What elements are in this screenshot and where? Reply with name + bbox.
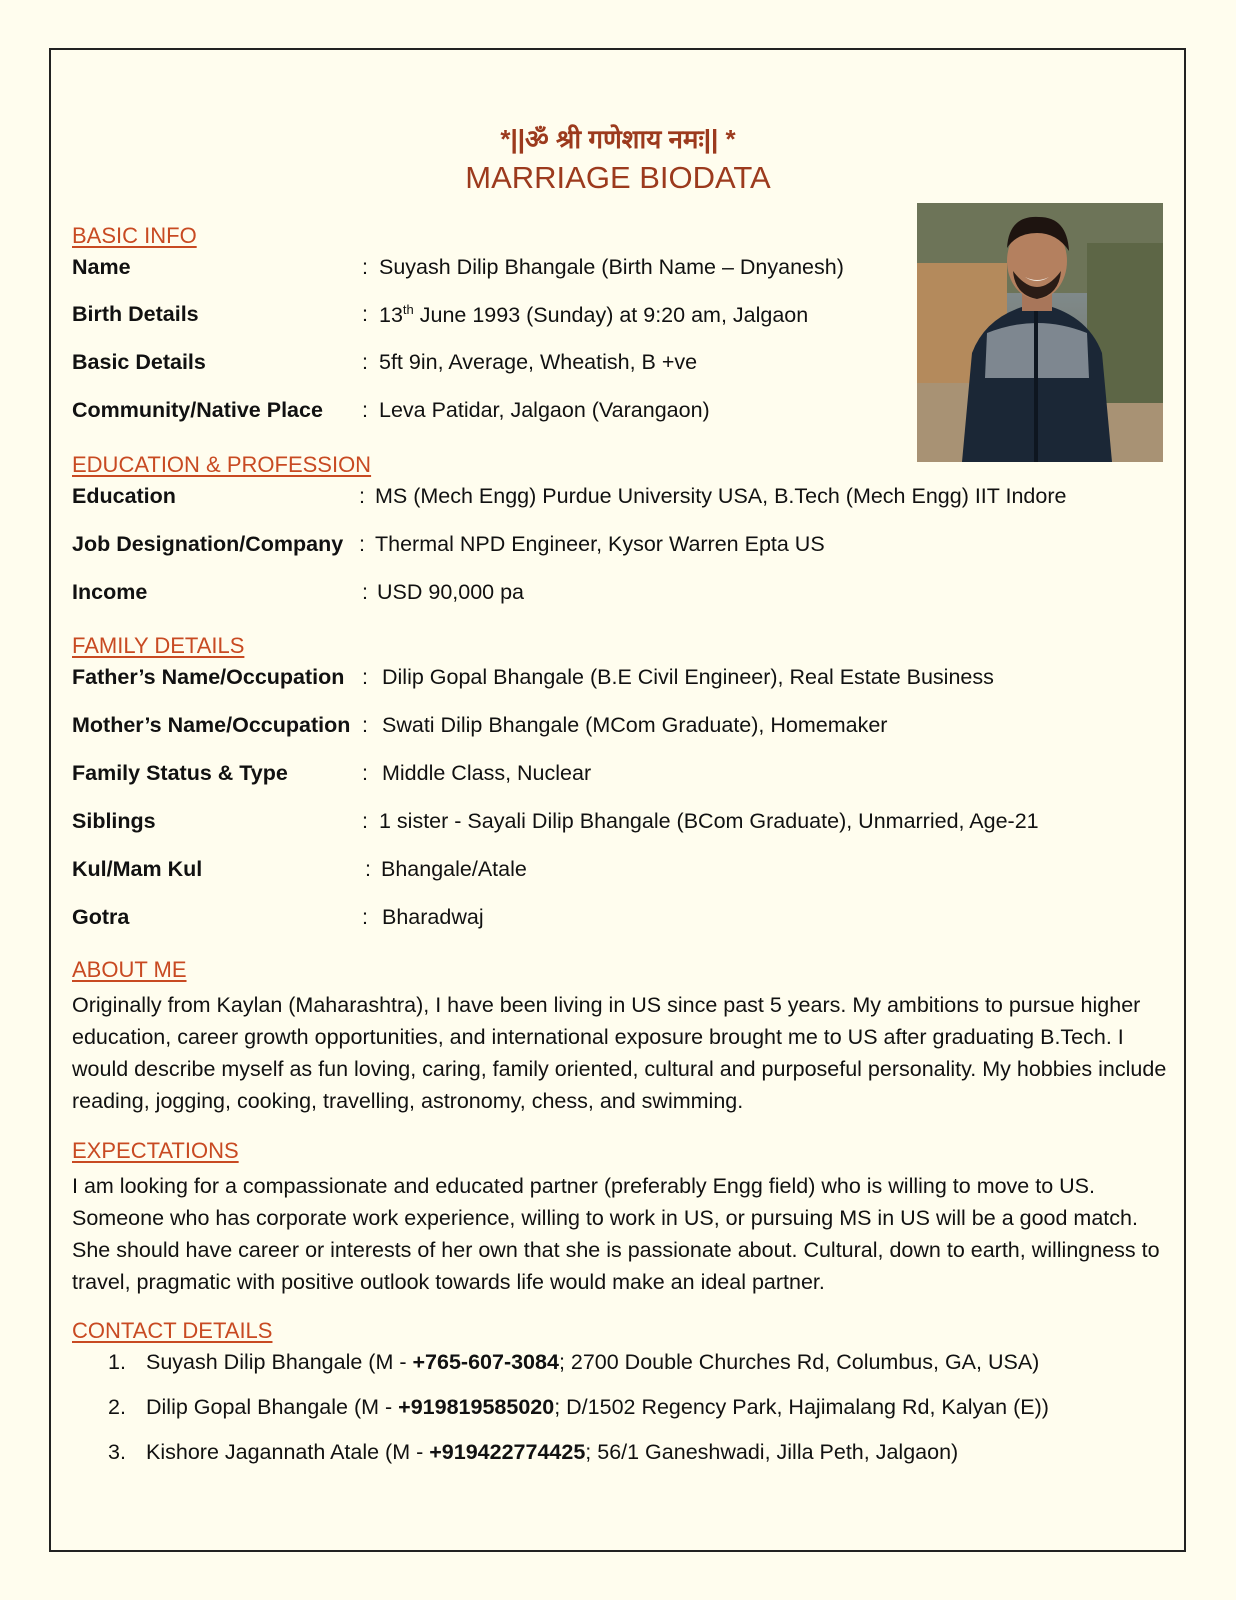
father-value: Dilip Gopal Bhangale (B.E Civil Engineer), Real Estate Business [382,665,994,689]
family-status-label: Family Status & Type [72,761,288,785]
contact-address: ; 2700 Double Churches Rd, Columbus, GA, USA) [558,1350,1040,1374]
contact-name: Dilip Gopal Bhangale (M - [146,1395,399,1419]
expectations-text: I am looking for a compassionate and educated partner (preferably Engg field) who is willing to move to US. Someone who has corporate work experience, willing to work in US, or pursuing MS in US will be a good match. She should have career or interests of her own that she is passionate about. Cultural, down to earth, willingness to travel, pragmatic with positive outlook towards life would make an ideal partner. [72,1174,1160,1294]
contact-phone: +919422774425 [429,1440,586,1464]
family-status-value: Middle Class, Nuclear [382,761,592,785]
contact-phone: +919819585020 [398,1395,555,1419]
mantra-line: *||ॐ श्री गणेशाय नमः|| * [500,124,736,154]
income-label: Income [72,580,148,604]
gotra-label: Gotra [72,905,130,929]
colon: : [362,809,368,833]
kul-value: Bhangale/Atale [381,857,527,881]
colon: : [362,580,368,604]
mother-value: Swati Dilip Bhangale (MCom Graduate), Homemaker [382,713,888,737]
colon: : [362,761,368,785]
job-value: Thermal NPD Engineer, Kysor Warren Epta US [375,532,825,556]
colon: : [359,484,365,508]
birth-rest: June 1993 (Sunday) at 9:20 am, Jalgaon [413,303,809,328]
father-label: Father’s Name/Occupation [72,665,345,689]
colon: : [359,532,365,556]
colon: : [365,857,371,881]
contact-name: Suyash Dilip Bhangale (M - [146,1350,413,1374]
basic-details-label: Basic Details [72,350,206,374]
contact-address: ; D/1502 Regency Park, Hajimalang Rd, Kalyan (E)) [554,1395,1049,1419]
birth-day-suffix: th [402,302,414,317]
contact-name: Kishore Jagannath Atale (M - [146,1440,430,1464]
name-label: Name [72,255,131,279]
siblings-value: 1 sister - Sayali Dilip Bhangale (BCom Graduate), Unmarried, Age-21 [379,809,1039,833]
income-value: USD 90,000 pa [377,580,525,604]
birth-value [379,302,808,328]
birth-day: 13 [379,303,403,328]
contact-item [108,1440,958,1465]
contact-item [108,1395,1049,1420]
community-label: Community/Native Place [72,398,323,422]
contact-number: 2. [108,1395,126,1419]
contact-number: 1. [108,1350,126,1374]
name-value: Suyash Dilip Bhangale (Birth Name – Dnyanesh) [379,255,844,279]
contact-number: 3. [108,1440,126,1464]
kul-label: Kul/Mam Kul [72,857,203,881]
section-basic-info: BASIC INFO [72,223,197,248]
community-value: Leva Patidar, Jalgaon (Varangaon) [379,398,710,422]
mother-label: Mother’s Name/Occupation [72,713,351,737]
colon: : [362,398,368,422]
siblings-label: Siblings [72,809,156,833]
colon: : [362,713,368,737]
colon: : [362,302,368,326]
colon: : [362,905,368,929]
contact-address: ; 56/1 Ganeshwadi, Jilla Peth, Jalgaon) [585,1440,959,1464]
gotra-value: Bharadwaj [382,905,484,929]
colon: : [362,350,368,374]
basic-details-value: 5ft 9in, Average, Wheatish, B +ve [379,350,698,374]
about-text: Originally from Kaylan (Maharashtra), I have been living in US since past 5 years. My ambitions to pursue higher education, career growth opportunities, and international exposure brought me to US after graduating B.Tech. I would describe myself as fun loving, caring, family oriented, cultural and purposeful personality. My hobbies include reading, jogging, cooking, travelling, astronomy, chess, and swimming. [72,993,1167,1113]
education-value: MS (Mech Engg) Purdue University USA, B.Tech (Mech Engg) IIT Indore [375,484,1067,508]
contact-item [108,1350,1039,1375]
section-family: FAMILY DETAILS [72,633,245,658]
colon: : [362,255,368,279]
birth-label: Birth Details [72,302,199,326]
job-label: Job Designation/Company [72,532,344,556]
colon: : [362,665,368,689]
contact-phone: +765-607-3084 [412,1350,559,1374]
section-about: ABOUT ME [72,957,187,982]
education-label: Education [72,484,176,508]
section-education: EDUCATION & PROFESSION [72,452,372,477]
section-expectations: EXPECTATIONS [72,1138,239,1163]
page-title: MARRIAGE BIODATA [465,160,771,195]
profile-photo [917,203,1163,462]
section-contacts: CONTACT DETAILS [72,1318,273,1343]
